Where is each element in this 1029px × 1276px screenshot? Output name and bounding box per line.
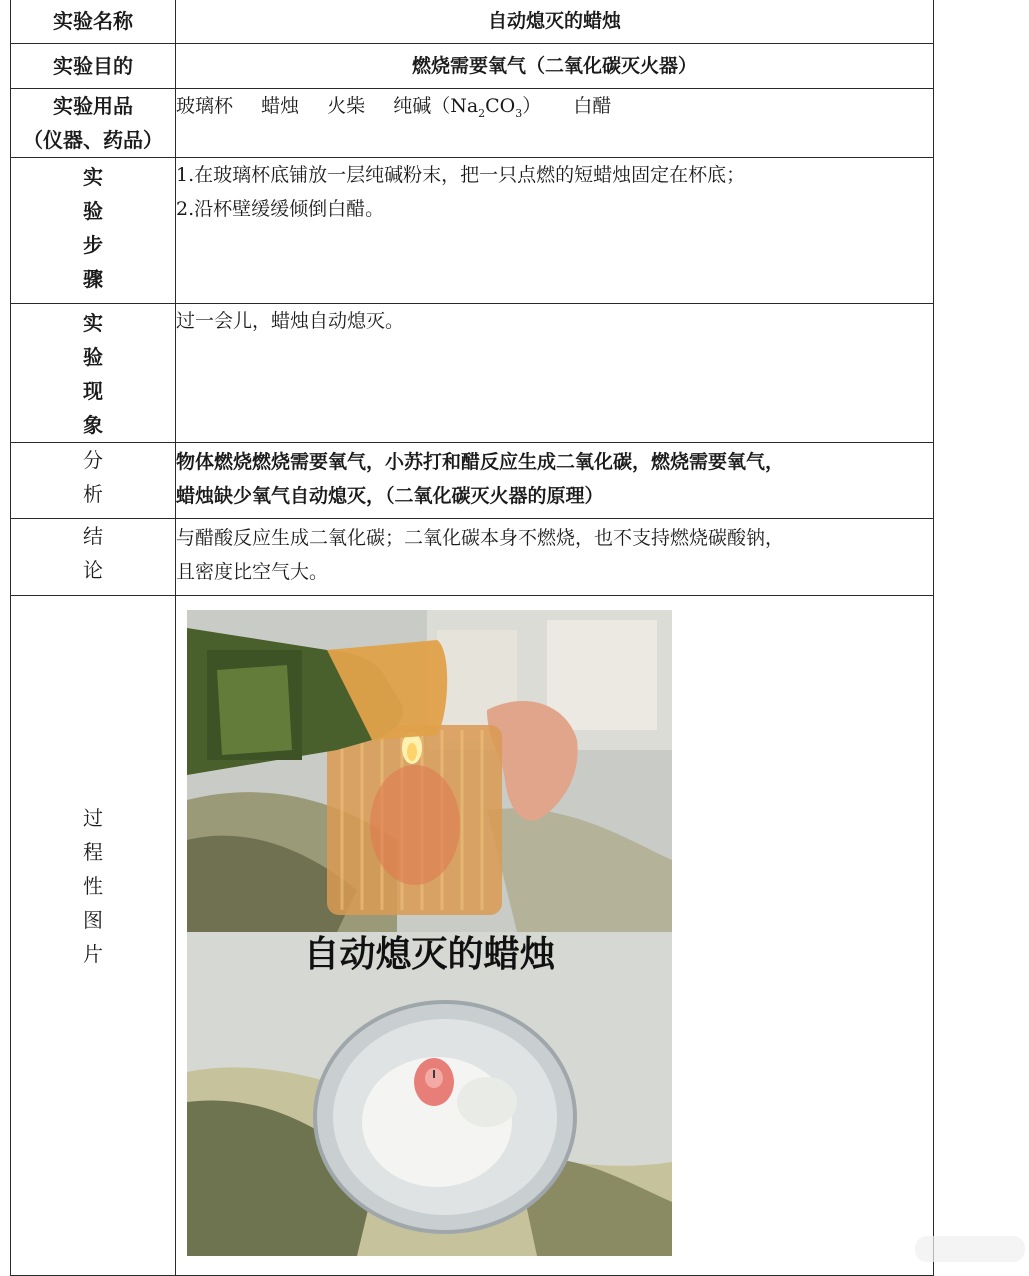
value-experiment-purpose: 燃烧需要氧气（二氧化碳灭火器） xyxy=(176,44,934,89)
watermark-badge xyxy=(915,1236,1025,1262)
row-steps xyxy=(11,158,934,304)
experiment-table xyxy=(10,0,934,1276)
label-steps xyxy=(11,158,176,304)
value-experiment-name: 自动熄灭的蜡烛 xyxy=(176,0,934,44)
value-analysis xyxy=(176,443,934,519)
step-line-2: 2.沿杯壁缓缓倾倒白醋。 xyxy=(176,198,385,220)
value-phenomenon: 过一会儿，蜡烛自动熄灭。 xyxy=(176,304,934,443)
label-supplies-line2: （仪器、药品） xyxy=(23,128,163,152)
label-conclusion xyxy=(11,519,176,596)
label-analysis-text: 分析 xyxy=(83,448,103,506)
row-conclusion xyxy=(11,519,934,596)
supply-item-matches: 火柴 xyxy=(327,95,366,117)
conclusion-line-2: 且密度比空气大。 xyxy=(176,561,329,583)
label-supplies-line1: 实验用品 xyxy=(53,94,133,118)
experiment-form xyxy=(10,0,933,1270)
photo-caption: 自动熄灭的蜡烛 xyxy=(303,934,556,975)
step-line-1: 1.在玻璃杯底铺放一层纯碱粉末，把一只点燃的短蜡烛固定在杯底； xyxy=(176,164,746,186)
row-pictures xyxy=(11,596,934,1276)
conclusion-line-1: 与醋酸反应生成二氧化碳；二氧化碳本身不燃烧，也不支持燃烧碳酸钠， xyxy=(176,527,785,549)
label-analysis xyxy=(11,443,176,519)
row-experiment-name xyxy=(11,0,934,44)
label-phenomenon xyxy=(11,304,176,443)
value-supplies xyxy=(176,89,934,158)
row-phenomenon xyxy=(11,304,934,443)
process-photo xyxy=(187,610,672,1256)
photo-candle-extinguished-drawing xyxy=(187,932,672,1256)
label-experiment-purpose: 实验目的 xyxy=(11,44,176,89)
photo-candle-extinguished xyxy=(187,932,672,1256)
label-phenomenon-text: 实验现象 xyxy=(83,311,103,437)
label-pictures xyxy=(11,596,176,1276)
photo-pouring-vinegar xyxy=(187,610,672,932)
label-conclusion-text: 结论 xyxy=(83,524,103,582)
label-steps-text: 实验步骤 xyxy=(83,165,103,291)
row-supplies xyxy=(11,89,934,158)
value-pictures xyxy=(176,596,934,1276)
value-conclusion xyxy=(176,519,934,596)
analysis-line-1: 物体燃烧燃烧需要氧气，小苏打和醋反应生成二氧化碳，燃烧需要氧气， xyxy=(176,451,785,473)
supply-item-vinegar: 白醋 xyxy=(573,95,612,117)
row-experiment-purpose xyxy=(11,44,934,89)
label-experiment-name: 实验名称 xyxy=(11,0,176,44)
row-analysis xyxy=(11,443,934,519)
photo-pouring-vinegar-drawing xyxy=(187,610,672,932)
supply-item-soda: 纯碱$(Na_2CO_3)$ xyxy=(393,95,542,120)
supply-item-glass: 玻璃杯 xyxy=(176,95,234,117)
value-steps xyxy=(176,158,934,304)
analysis-line-2: 蜡烛缺少氧气自动熄灭，（二氧化碳灭火器的原理） xyxy=(176,485,604,507)
supply-item-candle: 蜡烛 xyxy=(261,95,300,117)
label-pictures-text: 过程性图片 xyxy=(83,806,103,966)
label-supplies xyxy=(11,89,176,158)
